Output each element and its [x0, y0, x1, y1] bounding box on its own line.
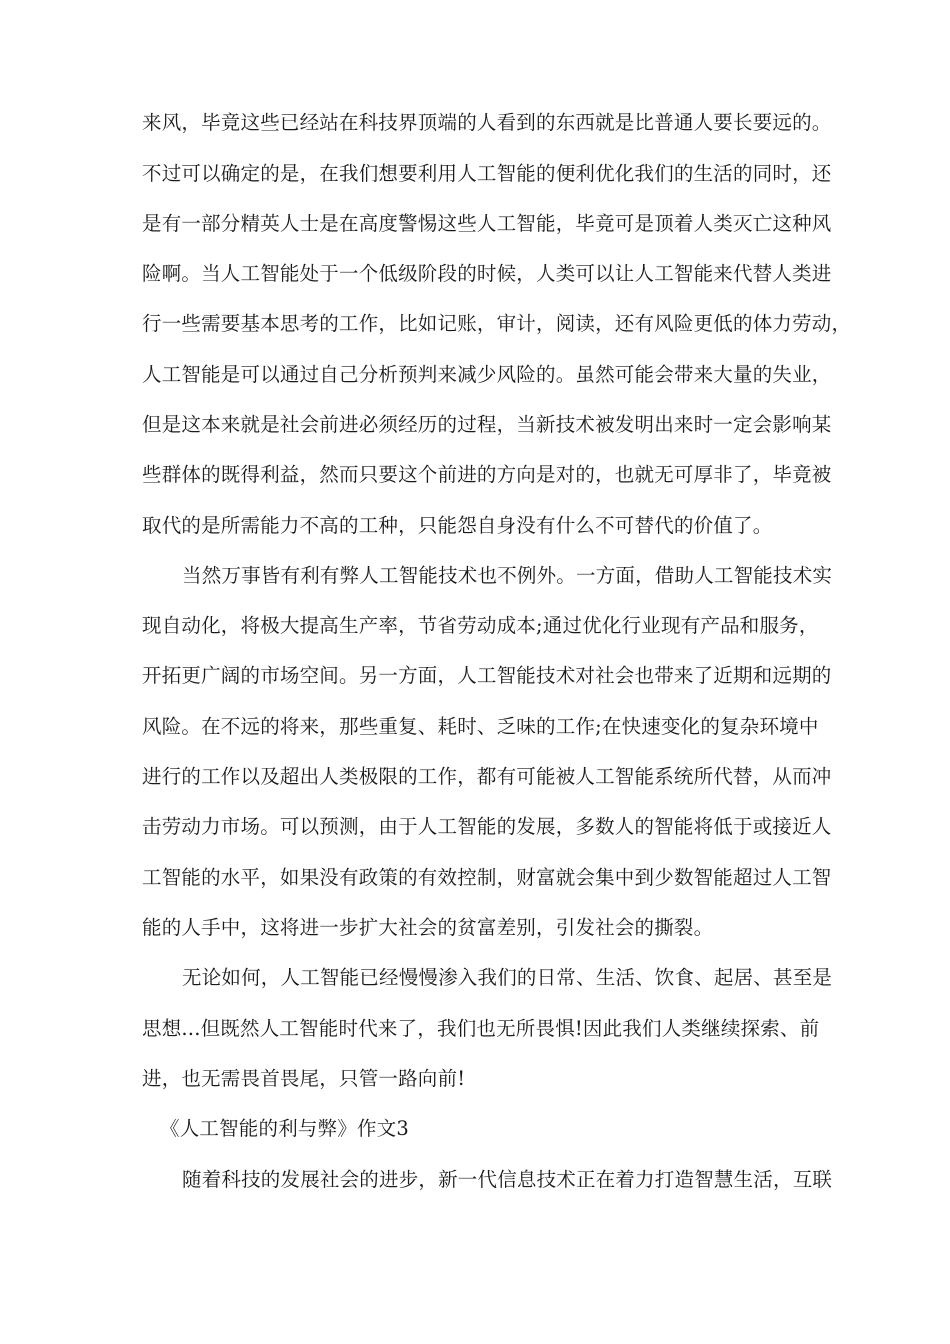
- paragraph-line: 能的人手中，这将进一步扩大社会的贫富差别，引发社会的撕裂。: [142, 916, 714, 939]
- paragraph-line: 工智能的水平，如果没有政策的有效控制，财富就会集中到少数智能超过人工智: [142, 866, 832, 889]
- paragraph-line: 人工智能是可以通过自己分析预判来减少风险的。虽然可能会带来大量的失业，: [142, 363, 832, 386]
- paragraph-line: 开拓更广阔的市场空间。另一方面，人工智能技术对社会也带来了近期和远期的: [142, 664, 832, 687]
- paragraph-line: 当然万事皆有利有弊人工智能技术也不例外。一方面，借助人工智能技术实: [182, 564, 833, 587]
- paragraph-line: 是有一部分精英人士是在高度警惕这些人工智能，毕竟可是顶着人类灭亡这种风: [142, 212, 832, 235]
- paragraph-line: 无论如何，人工智能已经慢慢渗入我们的日常、生活、饮食、起居、甚至是: [182, 966, 833, 989]
- essay-heading: 《人工智能的利与弊》作文3: [160, 1117, 410, 1140]
- paragraph-line: 击劳动力市场。可以预测，由于人工智能的发展，多数人的智能将低于或接近人: [142, 815, 832, 838]
- paragraph-line: 行一些需要基本思考的工作，比如记账，审计，阅读，还有风险更低的体力劳动，: [142, 312, 852, 335]
- paragraph-line: 现自动化，将极大提高生产率，节省劳动成本;通过优化行业现有产品和服务，: [142, 614, 819, 637]
- paragraph-line: 来风，毕竟这些已经站在科技界顶端的人看到的东西就是比普通人要长要远的。: [142, 111, 832, 134]
- paragraph-line: 随着科技的发展社会的进步，新一代信息技术正在着力打造智慧生活，互联: [182, 1168, 833, 1191]
- paragraph-line: 思想...但既然人工智能时代来了，我们也无所畏惧!因此我们人类继续探索、前: [142, 1017, 820, 1040]
- paragraph-line: 进，也无需畏首畏尾，只管一路向前!: [142, 1067, 466, 1090]
- paragraph-line: 但是这本来就是社会前进必须经历的过程，当新技术被发明出来时一定会影响某: [142, 413, 832, 436]
- paragraph-line: 风险。在不远的将来，那些重复、耗时、乏味的工作;在快速变化的复杂环境中: [142, 715, 819, 738]
- paragraph-line: 取代的是所需能力不高的工种，只能怨自身没有什么不可替代的价值了。: [142, 514, 773, 537]
- paragraph-line: 险啊。当人工智能处于一个低级阶段的时候，人类可以让人工智能来代替人类进: [142, 262, 832, 285]
- paragraph-line: 些群体的既得利益，然而只要这个前进的方向是对的，也就无可厚非了，毕竟被: [142, 463, 832, 486]
- paragraph-line: 不过可以确定的是，在我们想要利用人工智能的便利优化我们的生活的同时，还: [142, 162, 832, 185]
- paragraph-line: 进行的工作以及超出人类极限的工作，都有可能被人工智能系统所代替，从而冲: [142, 765, 832, 788]
